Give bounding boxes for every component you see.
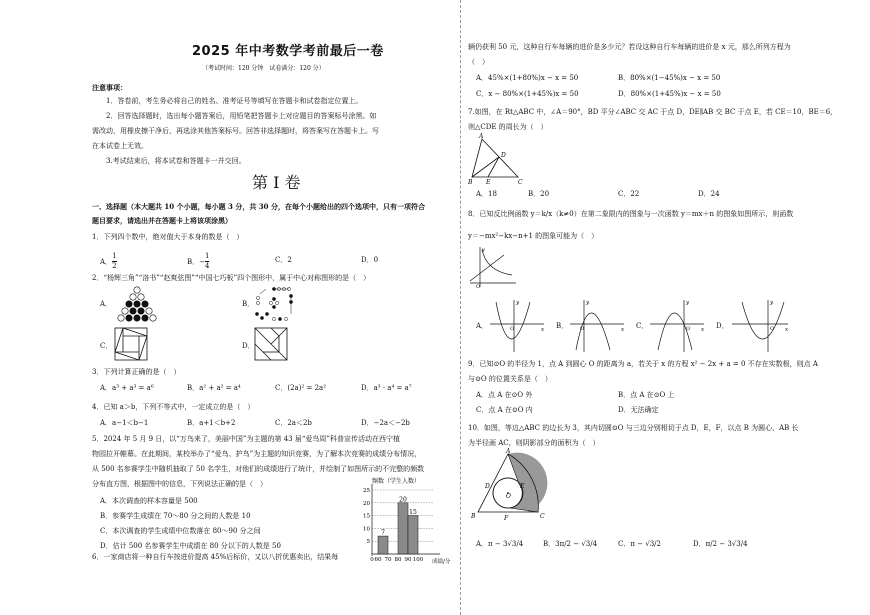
histogram-data-label: 15 <box>409 509 417 517</box>
q5-line: 分布直方图，根据图中的信息，下列说法正确的是（ ） <box>92 480 267 488</box>
q2-option-c[interactable]: C． <box>100 342 113 350</box>
left-column <box>92 0 452 615</box>
q1-option-a[interactable]: A． $\frac{1}{2}$ <box>100 252 117 271</box>
svg-text:O: O <box>506 493 511 500</box>
q6-option-c[interactable]: C．x − 80%×(1+45%)x = 50 <box>476 90 579 98</box>
svg-text:O: O <box>770 326 775 332</box>
q2-stem: 2．“杨辉三角”“洛书”“赵爽弦图”“中国七巧板”四个图形中，属于中心对称图形的是（ ） <box>92 274 371 282</box>
q4-option-c[interactable]: C．2a＜2b <box>275 419 312 427</box>
q9-line1: 9．已知⊙O 的半径为 1，点 A 到圆心 O 的距离为 a，若关于 x 的方程 x² − 2x + a = 0 不存在实数根，则点 A <box>468 360 818 368</box>
histogram-data-label: 7 <box>381 529 385 537</box>
histogram-y-tick: 5 <box>366 539 370 546</box>
q4-option-b[interactable]: B．a+1＜b+2 <box>187 419 236 427</box>
luo-shu-figure <box>254 286 294 322</box>
q10-incircle-figure <box>470 448 550 522</box>
svg-text:x: x <box>785 327 789 333</box>
svg-text:C: C <box>518 179 523 185</box>
q7-option-b[interactable]: B．20 <box>528 190 550 198</box>
q10-option-a[interactable]: A．π − 3√3/4 <box>476 540 524 548</box>
svg-text:y: y <box>482 247 485 253</box>
q4-option-d[interactable]: D．−2a＜−2b <box>361 419 410 427</box>
q4-stem: 4．已知 a＞b，下列不等式中，一定成立的是（ ） <box>92 403 255 411</box>
q3-stem: 3．下列计算正确的是（ ） <box>92 368 181 376</box>
tangram-figure <box>254 327 288 361</box>
q9-option-d[interactable]: D．无法确定 <box>618 406 659 414</box>
q6-option-d[interactable]: D．80%×(1+45%)x − x = 50 <box>618 90 721 98</box>
q8-option-d-graph <box>730 296 790 354</box>
histogram-y-tick: 25 <box>363 488 370 494</box>
q10-line2: 为半径画 AC，则阴影部分的面积为（ ） <box>468 439 600 447</box>
q5-line: 物园拉开帷幕。在此期间，某校举办了“爱鸟、护鸟”为主题的知识竞赛，为了解本次竞赛的成绩分布情况， <box>92 450 422 458</box>
section-desc: 一、选择题（本大题共 10 个小题，每小题 3 分，共 30 分，在每个小题给出的四个选项中，只有一项符合 <box>92 202 425 211</box>
yang-hui-triangle-figure <box>114 286 160 322</box>
svg-text:D: D <box>501 152 506 159</box>
exam-subtitle: （考试时间：120 分钟 试卷满分：120 分） <box>202 65 325 72</box>
q6-paren: （ ） <box>468 58 489 66</box>
q5-option-a[interactable]: A．本次调查的样本容量是 500 <box>100 497 198 505</box>
q8-option-c-graph <box>648 296 706 354</box>
q7-line1: 7.如图，在 Rt△ABC 中，∠A＝90°，BD 平分∠ABC 交 AC 于点 D，DE∥AB 交 BC 于点 E，若 CE＝10，BE＝6， <box>468 108 838 116</box>
section-title: 第 I 卷 <box>252 173 301 192</box>
svg-text:O: O <box>686 326 691 332</box>
q5-option-c[interactable]: C．本次调查的学生成绩中位数落在 80～90 分之间 <box>100 527 261 535</box>
histogram-data-label: 20 <box>399 496 407 504</box>
svg-text:A: A <box>479 133 484 140</box>
q2-option-d[interactable]: D． <box>242 342 255 350</box>
section-desc: 题目要求，请选出并在答题卡上将该项涂黑） <box>92 216 232 225</box>
zhao-shuang-figure <box>114 327 148 361</box>
q9-line2: 与⊙O 的位置关系是（ ） <box>468 375 552 383</box>
svg-text:F: F <box>504 515 509 522</box>
svg-text:A: A <box>506 448 511 455</box>
q8-option-b[interactable]: B． <box>556 322 569 330</box>
q2-option-b[interactable]: B． <box>242 300 255 308</box>
q7-option-d[interactable]: D．24 <box>698 190 720 198</box>
svg-text:B: B <box>468 179 473 185</box>
q6-line1: 6．一家商店将一种自行车按进价提高 45%后标价，又以八折优惠卖出，结果每 <box>92 553 339 561</box>
notice-heading: 注意事项： <box>92 83 127 92</box>
q5-line: 5．2024 年 5 月 9 日，以“万鸟来了，美丽中国”为主题的第 43 届“爱鸟周”科普宣传活动在西宁植 <box>92 435 400 443</box>
q10-line1: 10．如图，等边△ABC 的边长为 3，其内切圆⊙O 与三边分别相切于点 D，E，F，以点 B 为圆心，AB 长 <box>468 424 799 432</box>
q1-a-fraction: $\frac{1}{2}$ <box>112 252 117 271</box>
histogram-bar <box>398 503 408 554</box>
q1-b-fraction: $\frac{1}{4}$ <box>205 252 210 271</box>
q9-option-a[interactable]: A．点 A 在⊙O 外 <box>476 391 533 399</box>
histogram-x-tick: 90 <box>404 557 412 563</box>
q7-option-c[interactable]: C．22 <box>618 190 640 198</box>
q7-line2: 则△CDE 的周长为（ ） <box>468 123 548 131</box>
notice-line: 在本试卷上无效。 <box>92 142 148 150</box>
q7-triangle-figure <box>468 133 524 185</box>
q4-option-a[interactable]: A．a−1＜b−1 <box>100 419 149 427</box>
q8-option-c[interactable]: C． <box>636 322 649 330</box>
q3-option-d[interactable]: D．a³ · a⁴ = a⁷ <box>361 384 412 392</box>
svg-text:y: y <box>770 300 774 306</box>
notice-line: 1．答卷前，考生务必将自己的姓名、准考证号等填写在答题卡和试卷指定位置上。 <box>106 97 363 105</box>
svg-text:O: O <box>476 284 481 289</box>
q3-option-a[interactable]: A．a³ + a³ = a⁶ <box>100 384 154 392</box>
q5-option-d[interactable]: D．估计 500 名参赛学生中成绩在 80 分以下的人数是 50 <box>100 542 281 550</box>
notice-line: 需改动，用橡皮擦干净后，再选涂其他答案标号。回答非选择题时，将答案写在答题卡上。写 <box>92 127 379 135</box>
histogram-ylabel: 频数（学生人数） <box>372 478 421 485</box>
q8-line1: 8．已知反比例函数 y＝k/x（k≠0）在第二象限内的图象与一次函数 y＝mx＋n 的图象如图所示，则函数 <box>468 210 794 218</box>
q6-option-a[interactable]: A．45%×(1+80%)x − x = 50 <box>476 74 579 82</box>
svg-text:x: x <box>701 327 705 333</box>
svg-text:E: E <box>520 483 525 490</box>
histogram-y-tick: 15 <box>363 513 370 520</box>
q6-option-b[interactable]: B．80%×(1−45%)x − x = 50 <box>618 74 721 82</box>
svg-text:y: y <box>686 300 690 306</box>
histogram-x-tick: 80 <box>394 557 402 563</box>
histogram-x-tick: 100 <box>412 557 424 563</box>
svg-text:O: O <box>580 326 585 332</box>
histogram-y-tick: 20 <box>363 500 370 507</box>
svg-text:y: y <box>586 300 590 306</box>
q8-option-d[interactable]: D． <box>716 322 729 330</box>
svg-text:D: D <box>485 483 490 490</box>
histogram-bar <box>378 536 388 554</box>
right-column <box>468 0 840 615</box>
histogram-bar <box>408 516 418 554</box>
q8-option-b-graph <box>568 296 626 354</box>
svg-text:C: C <box>540 513 545 520</box>
q1-stem: 1．下列四个数中，绝对值大于本身的数是（ ） <box>92 233 244 241</box>
q1-option-b[interactable]: B．− $\frac{1}{4}$ <box>187 252 210 271</box>
svg-text:B: B <box>471 513 476 520</box>
q10-option-d[interactable]: D．π/2 − 3√3/4 <box>693 540 748 548</box>
column-divider <box>460 0 461 615</box>
q9-option-b[interactable]: B．点 A 在⊙O 上 <box>618 391 675 399</box>
histogram-y-tick: 10 <box>363 526 370 533</box>
q5-line: 从 500 名参赛学生中随机抽取了 50 名学生，对他们的成绩进行了统计，并绘制了如图所示的不完整的频数 <box>92 465 425 473</box>
q8-line2: y＝−mx²−kx−n+1 的图象可能为（ ） <box>468 232 599 240</box>
q3-option-c[interactable]: C．(2a)² = 2a² <box>275 384 326 392</box>
q5-frequency-histogram <box>354 474 454 566</box>
svg-text:x: x <box>621 327 625 333</box>
q3-option-b[interactable]: B．a² + a² = a⁴ <box>187 384 241 392</box>
q2-option-a[interactable]: A． <box>100 300 113 308</box>
histogram-xlabel: 成绩/分 <box>432 559 451 565</box>
svg-text:E: E <box>486 179 491 185</box>
q7-option-a[interactable]: A．18 <box>476 190 497 198</box>
histogram-x-tick: 60 <box>374 557 382 563</box>
q8-option-a-graph <box>488 296 546 354</box>
q6-line2: 辆仍获利 50 元，这种自行车每辆的进价是多少元？若设这种自行车每辆的进价是 x 元，那么所列方程为 <box>468 43 791 51</box>
histogram-x-tick: 70 <box>384 557 392 563</box>
svg-text:O: O <box>510 326 515 332</box>
q5-option-b[interactable]: B．参赛学生成绩在 70～80 分之间的人数是 10 <box>100 512 251 520</box>
exam-title: 2025 年中考数学考前最后一卷 <box>192 44 384 59</box>
q10-option-b[interactable]: B．3π/2 − √3/4 <box>543 540 598 548</box>
svg-text:x: x <box>541 327 545 333</box>
notice-line: 3.考试结束后，将本试卷和答题卡一并交回。 <box>106 157 246 165</box>
q8-given-graph <box>468 245 518 289</box>
q8-option-a[interactable]: A． <box>476 322 489 330</box>
q1-option-c[interactable]: C．2 <box>275 256 292 264</box>
svg-text:y: y <box>516 300 520 306</box>
histogram-x-tick: 0 <box>370 557 374 563</box>
q9-option-c[interactable]: C．点 A 在⊙O 内 <box>476 406 533 414</box>
q1-option-d[interactable]: D．0 <box>361 256 379 264</box>
q10-option-c[interactable]: C．π − √3/2 <box>618 540 661 548</box>
notice-line: 2．回答选择题时，选出每小题答案后，用铅笔把答题卡上对应题目的答案标号涂黑。如 <box>106 112 377 120</box>
